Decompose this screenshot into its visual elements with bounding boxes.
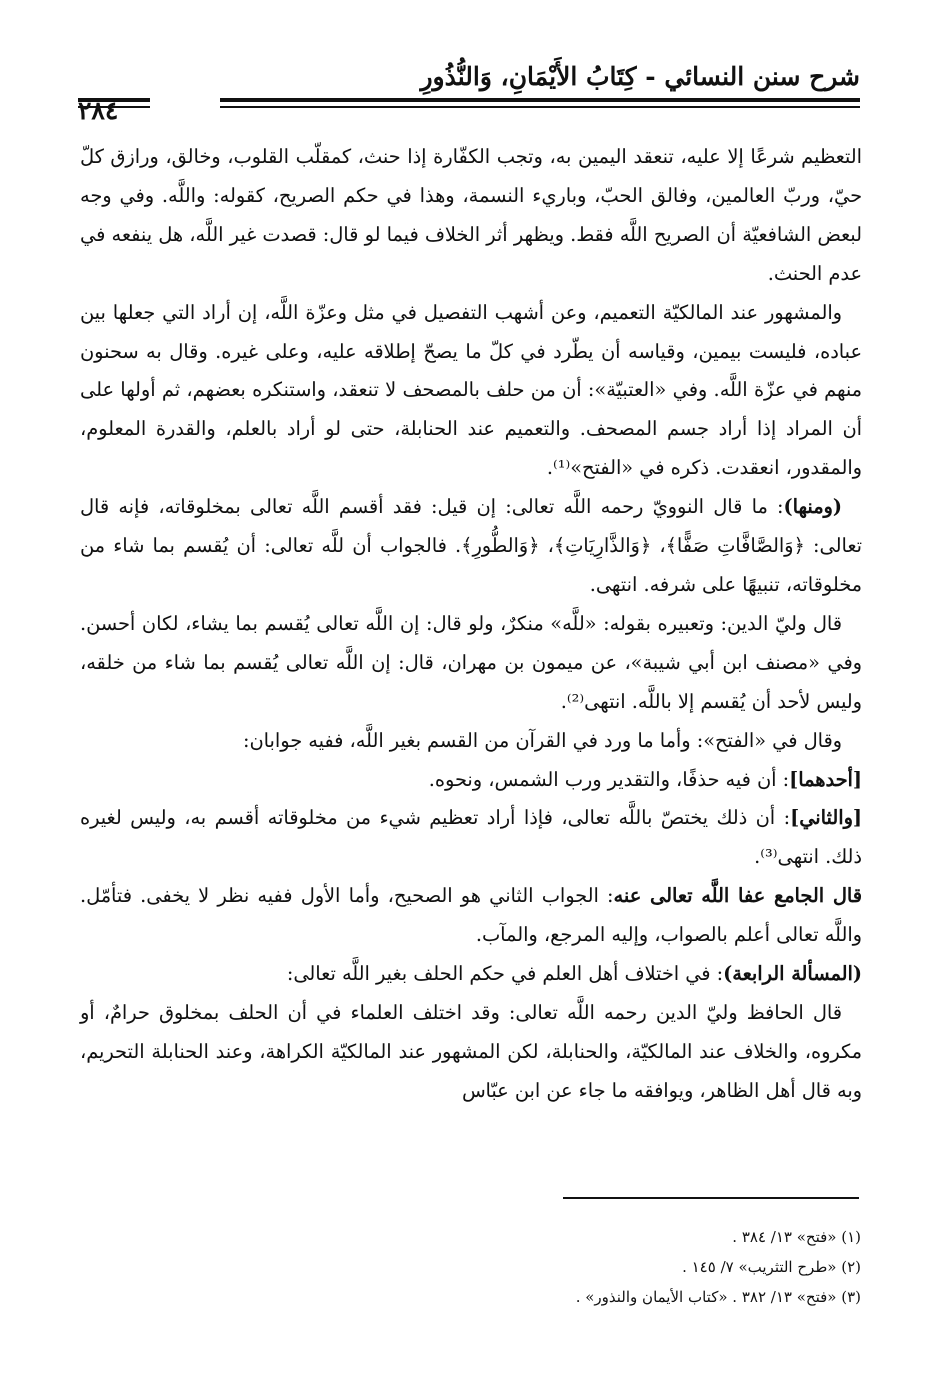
paragraph-3 — [80, 488, 862, 605]
main-text — [80, 138, 862, 1111]
paragraph-lead: (ومنها) — [783, 495, 842, 519]
footnote-3: (٣) «فتح» ١٣/ ٣٨٢ . «كتاب الأيمان والنذور» . — [575, 1288, 861, 1306]
paragraph-lead: (المسألة الرابعة) — [723, 962, 862, 986]
paragraph-1 — [80, 138, 862, 294]
paragraph-text: والمشهور عند المالكيّة التعميم، وعن أشهب التفصيل في مثل وعزّة اللَّه، إن أراد التي جعلها بين عباده، فليست بيمين، وقياسه أن يطّرد في كلّ ما يصحّ إطلاقه عليه، وعلى غيره. وقال به سحنون منهم في عزّة اللَّه. وفي «العتبيّة»: أن من حلف بالمصحف لا تنعقد، واستنكره بعضهم، ثم أولها على أن المراد إذا أراد جسم المصحف. والتعميم عند الحنابلة، حتى لو أراد بالعلم، والقدرة المعلوم، والمقدور، انعقدت. ذكره في «الفتح»⁽¹⁾. — [80, 300, 862, 480]
paragraph-text: وقال في «الفتح»: وأما ما ورد في القرآن من القسم بغير اللَّه، ففيه جوابان: — [242, 728, 842, 752]
footnote-1: (١) «فتح» ١٣/ ٣٨٤ . — [732, 1228, 861, 1246]
header-rule-thin — [220, 106, 860, 108]
paragraph-text: قال الحافظ وليّ الدين رحمه اللَّه تعالى: وقد اختلف العلماء في أن الحلف بمخلوق حرامٌ، أو مكروه، والخلاف عند المالكيّة، والحنابلة، لكن المشهور عند المالكيّة الكراهة، وعند الحنابلة التحريم، وبه قال أهل الظاهر، ويوافقه ما جاء عن ابن عبّاس — [80, 1000, 862, 1102]
paragraph-8 — [80, 877, 862, 955]
paragraph-text: : في اختلاف أهل العلم في حكم الحلف بغير اللَّه تعالى: — [286, 962, 724, 986]
footnote-separator — [563, 1197, 859, 1199]
paragraph-10 — [80, 994, 862, 1111]
paragraph-lead: قال الجامع عفا اللَّه تعالى عنه — [613, 884, 862, 908]
paragraph-6 — [80, 761, 862, 800]
paragraph-9 — [80, 955, 862, 994]
paragraph-4 — [80, 605, 862, 722]
paragraph-text: التعظيم شرعًا إلا عليه، تنعقد اليمين به، وتجب الكفّارة إذا حنث، كمقلّب القلوب، وخالق، ورازق كلّ حيّ، وربّ العالمين، وفالق الحبّ، وباريء النسمة، وهذا في حكم الصريح، كقوله: واللَّه. وفي وجه لبعض الشافعيّة أن الصريح اللَّه فقط. ويظهر أثر الخلاف فيما لو قال: قصدت غير اللَّه، هل ينفعه في عدم الحنث. — [80, 145, 862, 285]
paragraph-text: : أن ذلك يختصّ باللَّه تعالى، فإذا أراد تعظيم شيء من مخلوقاته أقسم به، وليس لغيره ذلك. انتهى⁽³⁾. — [80, 806, 862, 869]
header-rule-thick — [220, 98, 860, 102]
footnote-2: (٢) «طرح التثريب» ٧/ ١٤٥ . — [682, 1258, 861, 1276]
paragraph-text: قال وليّ الدين: وتعبيره بقوله: «للَّه» منكرٌ، ولو قال: إن اللَّه تعالى يُقسم بما يشاء، لكان أحسن. وفي «مصنف ابن أبي شيبة»، عن ميمون بن مهران، قال: إن اللَّه تعالى يُقسم بما شاء من خلقه، وليس لأحد أن يُقسم إلا باللَّه. انتهى⁽²⁾. — [80, 611, 862, 713]
paragraph-lead: [أحدهما] — [789, 767, 862, 791]
paragraph-lead: [والثاني] — [790, 806, 862, 830]
footnotes — [341, 1222, 861, 1312]
paragraph-2 — [80, 294, 862, 489]
running-header — [78, 62, 860, 132]
paragraph-7 — [80, 799, 862, 877]
paragraph-text: : ما قال النوويّ رحمه اللَّه تعالى: إن قيل: فقد أقسم اللَّه تعالى بمخلوقاته، فإنه قال تعالى: ﴿وَالصَّافَّاتِ صَفًّا﴾، ﴿وَالذَّارِيَاتِ﴾، ﴿وَالطُّورِ﴾. فالجواب أن للَّه تعالى: أن يُقسم بما شاء من مخلوقاته، تنبيهًا على شرفه. انتهى. — [80, 495, 862, 596]
paragraph-text: : الجواب الثاني هو الصحيح، وأما الأول ففيه نظر لا يخفى. فتأمّل. واللَّه تعالى أعلم بالصواب، وإليه المرجع، والمآب. — [80, 884, 862, 947]
page-number: ٢٨٤ — [78, 96, 119, 125]
header-title: شرح سنن النسائي - كِتَابُ الأَيْمَانِ، وَالنُّذُورِ — [420, 62, 860, 91]
paragraph-5 — [80, 722, 862, 761]
paragraph-text: : أن فيه حذفًا، والتقدير ورب الشمس، ونحوه. — [428, 767, 790, 791]
